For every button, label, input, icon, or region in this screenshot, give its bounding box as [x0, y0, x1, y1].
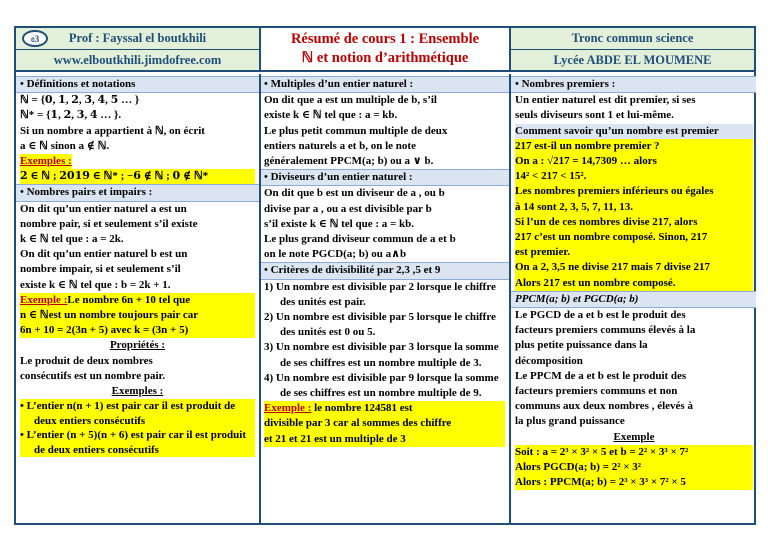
example-line: Alors : PPCM(a; b) = 2³ × 3³ × 7² × 5 — [515, 475, 753, 490]
criterion-item: 1) Un nombre est divisible par 2 lorsque le chiffre des unités est pair. — [264, 280, 496, 308]
text-line: k ∈ ℕ tel que : a = 2k. — [20, 233, 124, 246]
text-line: facteurs premiers communs élevés à la — [515, 324, 696, 337]
text-line: seuls diviseurs sont 1 et lui-même. — [515, 109, 674, 122]
text-line: plus petite puissance dans la — [515, 339, 648, 352]
right-column — [511, 74, 756, 523]
logo-icon: ɞ3 — [22, 30, 48, 47]
section-heading: • Diviseurs d’un entier naturel : — [261, 169, 509, 186]
example-line: Alors 217 est un nombre composé. — [515, 276, 753, 291]
text-line: On dit qu’un entier naturel a est un — [20, 202, 187, 215]
text-line: a ∈ ℕ sinon a ∉ ℕ. — [20, 139, 110, 152]
school-name: Lycée ABDE EL MOUMENE — [553, 53, 712, 67]
text-line: consécutifs est un nombre pair. — [20, 369, 166, 382]
example-line: On a 2, 3,5 ne divise 217 mais 7 divise 217 — [515, 260, 753, 275]
section-heading: • Nombres premiers : — [511, 76, 756, 93]
text-line: Le plus petit commun multiple de deux — [264, 124, 448, 137]
criterion-item: 4) Un nombre est divisible par 9 lorsque la somme de ses chiffres est un nombre multiple de 9. — [264, 371, 499, 400]
text-line: Un entier naturel est dit premier, si ses — [515, 94, 696, 107]
example-line: Exemple :Le nombre 6n + 10 tel que — [20, 293, 255, 308]
header-author-block — [16, 28, 261, 72]
course-summary-sheet — [14, 26, 756, 525]
properties-label: Propriétés : — [109, 339, 166, 352]
text-line: s’il existe k ∈ ℕ tel que : a = kb. — [264, 217, 415, 230]
section-heading: • Critères de divisibilité par 2,3 ,5 et 9 — [261, 262, 509, 279]
author-name: Prof : Fayssal el boutkhili — [68, 31, 207, 45]
text-line: entiers naturels a et b, on le note — [264, 139, 416, 152]
example-line: On a : √217 = 14,7309 … alors — [515, 154, 753, 169]
text-line: communs aux deux nombres , élevés à — [515, 400, 693, 413]
text-line: Le produit de deux nombres — [20, 354, 153, 367]
criterion-item: 3) Un nombre est divisible par 3 lorsque la somme de ses chiffres est un nombre multiple de 3. — [264, 341, 499, 369]
example-line: Les nombres premiers inférieurs ou égales — [515, 184, 753, 199]
example-line: n ∈ ℕest un nombre toujours pair car — [20, 308, 255, 323]
middle-column — [261, 74, 511, 523]
example-label: Exemples : — [20, 154, 72, 169]
section-heading: PPCM(a; b) et PGCD(a; b) — [511, 291, 756, 308]
text-line: nombre impair, si et seulement s’il — [20, 263, 181, 276]
section-heading: • Multiples d’un entier naturel : — [261, 76, 509, 93]
example-line: Si l’un de ces nombres divise 217, alors — [515, 215, 753, 230]
example-line: Exemple : le nombre 124581 est — [264, 401, 505, 416]
page-title-line1: Résumé de cours 1 : Ensemble — [290, 31, 480, 47]
text-line: on le note PGCD(a; b) ou a∧b — [264, 248, 407, 261]
text-line: Le PGCD de a et b est le produit des — [515, 309, 686, 322]
class-level: Tronc commun science — [511, 28, 754, 50]
left-column — [16, 74, 261, 523]
header-title-block — [261, 28, 511, 72]
example-label: Exemple — [613, 430, 655, 443]
text-line: ℕ* = {𝟏, 𝟐, 𝟑, 𝟒 … }. — [20, 109, 122, 122]
example-line: 𝟐 ∈ ℕ ; 𝟐𝟎𝟏𝟗 ∈ ℕ* ; −𝟔 ∉ ℕ ; 𝟎 ∉ ℕ* — [20, 169, 255, 184]
example-line: 6n + 10 = 2(3n + 5) avec k = (3n + 5) — [20, 323, 255, 338]
page-title-line2: ℕ et notion d’arithmétique — [301, 50, 469, 66]
example-line: est premier. — [515, 245, 753, 260]
text-line: existe k ∈ ℕ tel que : b = 2k + 1. — [20, 278, 171, 291]
example-line: à 14 sont 2, 3, 5, 7, 11, 13. — [515, 200, 753, 215]
text-line: généralement PPCM(a; b) ou a ∨ b. — [264, 155, 434, 168]
text-line: la plus grand puissance — [515, 415, 625, 428]
text-line: existe k ∈ ℕ tel que : a = kb. — [264, 109, 398, 122]
text-line: divise par a , ou a est divisible par b — [264, 202, 432, 215]
examples-label: Exemples : — [111, 385, 164, 398]
example-line: 14² < 217 < 15². — [515, 169, 753, 184]
example-line: 217 est-il un nombre premier ? — [515, 139, 753, 154]
text-line: ℕ = {𝟎, 𝟏, 𝟐, 𝟑, 𝟒, 𝟓 … } — [20, 94, 140, 107]
example-line: Alors PGCD(a; b) = 2² × 3² — [515, 460, 753, 475]
bullet-item: • L’entier n(n + 1) est pair car il est produit de deux entiers consécutifs — [20, 399, 255, 428]
text-line: décomposition — [515, 354, 583, 367]
question-line: Comment savoir qu’un nombre est premier — [515, 124, 753, 139]
text-line: On dit que b est un diviseur de a , ou b — [264, 187, 445, 200]
author-website: www.elboutkhili.jimdofree.com — [53, 53, 222, 67]
criterion-item: 2) Un nombre est divisible par 5 lorsque le chiffre des unités est 0 ou 5. — [264, 311, 496, 339]
example-line: 217 c’est un nombre composé. Sinon, 217 — [515, 230, 753, 245]
bullet-item: • L’entier (n + 5)(n + 6) est pair car il est produit de deux entiers consécutifs — [20, 428, 255, 457]
text-line: Si un nombre a appartient à ℕ, on écrit — [20, 124, 205, 137]
text-line: facteurs premiers communs et non — [515, 385, 678, 398]
example-label: Exemple : — [20, 293, 68, 306]
text-line: Le PPCM de a et b est le produit des — [515, 369, 687, 382]
text-line: On dit qu’un entier naturel b est un — [20, 248, 188, 261]
text-line: nombre pair, si et seulement s’il existe — [20, 217, 198, 230]
section-heading: • Nombres pairs et impairs : — [16, 184, 259, 201]
text-line: Le plus grand diviseur commun de a et b — [264, 233, 456, 246]
section-heading: • Définitions et notations — [16, 76, 259, 93]
example-line: Soit : a = 2³ × 3² × 5 et b = 2² × 3³ × 7² — [515, 445, 753, 460]
header-school-block — [511, 28, 754, 72]
text-line: On dit que a est un multiple de b, s’il — [264, 94, 437, 107]
example-label: Exemple : — [264, 402, 312, 415]
example-line: et 21 et 21 est un multiple de 3 — [264, 432, 505, 447]
example-line: divisible par 3 car al sommes des chiffre — [264, 416, 505, 431]
